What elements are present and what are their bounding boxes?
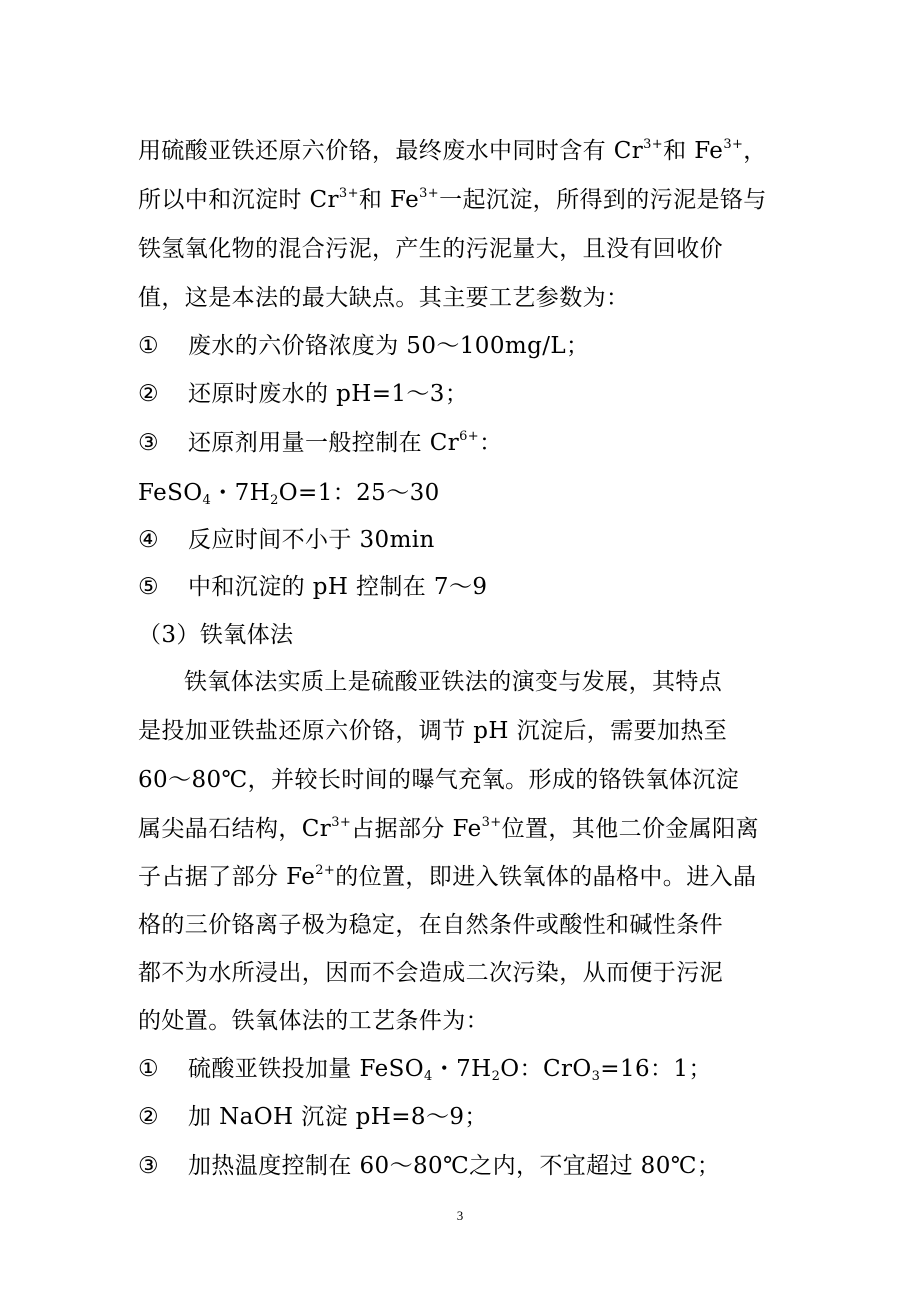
text-line: 值，这是本法的最大缺点。其主要工艺参数为：: [138, 285, 630, 311]
text-line: ② 加 NaOH 沉淀 pH=8～9；: [138, 1104, 488, 1130]
text-line: ④ 反应时间不小于 30min: [138, 527, 435, 553]
text-line: 的处置。铁氧体法的工艺条件为：: [138, 1008, 489, 1034]
text-line: 都不为水所浸出，因而不会造成二次污染，从而便于污泥: [138, 960, 723, 986]
page-number: 3: [456, 1208, 464, 1223]
text-line: 铁氧体法实质上是硫酸亚铁法的演变与发展，其特点: [184, 669, 723, 695]
text-line: ① 废水的六价铬浓度为 50～100mg/L；: [138, 333, 590, 359]
text-line: 属尖晶石结构，$Cr^{3+}$占据部分 $Fe^{3+}$位置，其他二价金属阳离: [138, 815, 759, 842]
text-line: 60～80℃，并较长时间的曝气充氧。形成的铬铁氧体沉淀: [138, 767, 740, 793]
text-line: 格的三价铬离子极为稳定，在自然条件或酸性和碱性条件: [138, 912, 723, 938]
text-line: 是投加亚铁盐还原六价铬，调节 pH 沉淀后，需要加热至: [138, 718, 728, 744]
text-line: ① 硫酸亚铁投加量 FeSO$_4$・$7H_2O$：CrO$_3$=16：1；: [138, 1056, 712, 1084]
text-line: ③ 还原剂用量一般控制在 $Cr^{6+}$：: [138, 429, 503, 456]
text-line: FeSO$_4$・$7H_2O=1$：25～30: [138, 480, 440, 508]
text-line: ⑤ 中和沉淀的 pH 控制在 7～9: [138, 574, 488, 600]
text-line: ② 还原时废水的 pH=1～3；: [138, 381, 469, 407]
text-line: ③ 加热温度控制在 60～80℃之内，不宜超过 80℃；: [138, 1153, 721, 1179]
text-line: 用硫酸亚铁还原六价铬，最终废水中同时含有 $Cr^{3+}$和 $Fe^{3+}$，: [138, 137, 767, 164]
text-line: （3）铁氧体法: [138, 622, 294, 648]
text-line: 铁氢氧化物的混合污泥，产生的污泥量大，且没有回收价: [138, 236, 723, 262]
text-line: 子占据了部分 $Fe^{2+}$的位置，即进入铁氧体的晶格中。进入晶: [138, 863, 757, 890]
text-line: 所以中和沉淀时 $Cr^{3+}$和 $Fe^{3+}$一起沉淀，所得到的污泥是铬与: [138, 186, 767, 213]
